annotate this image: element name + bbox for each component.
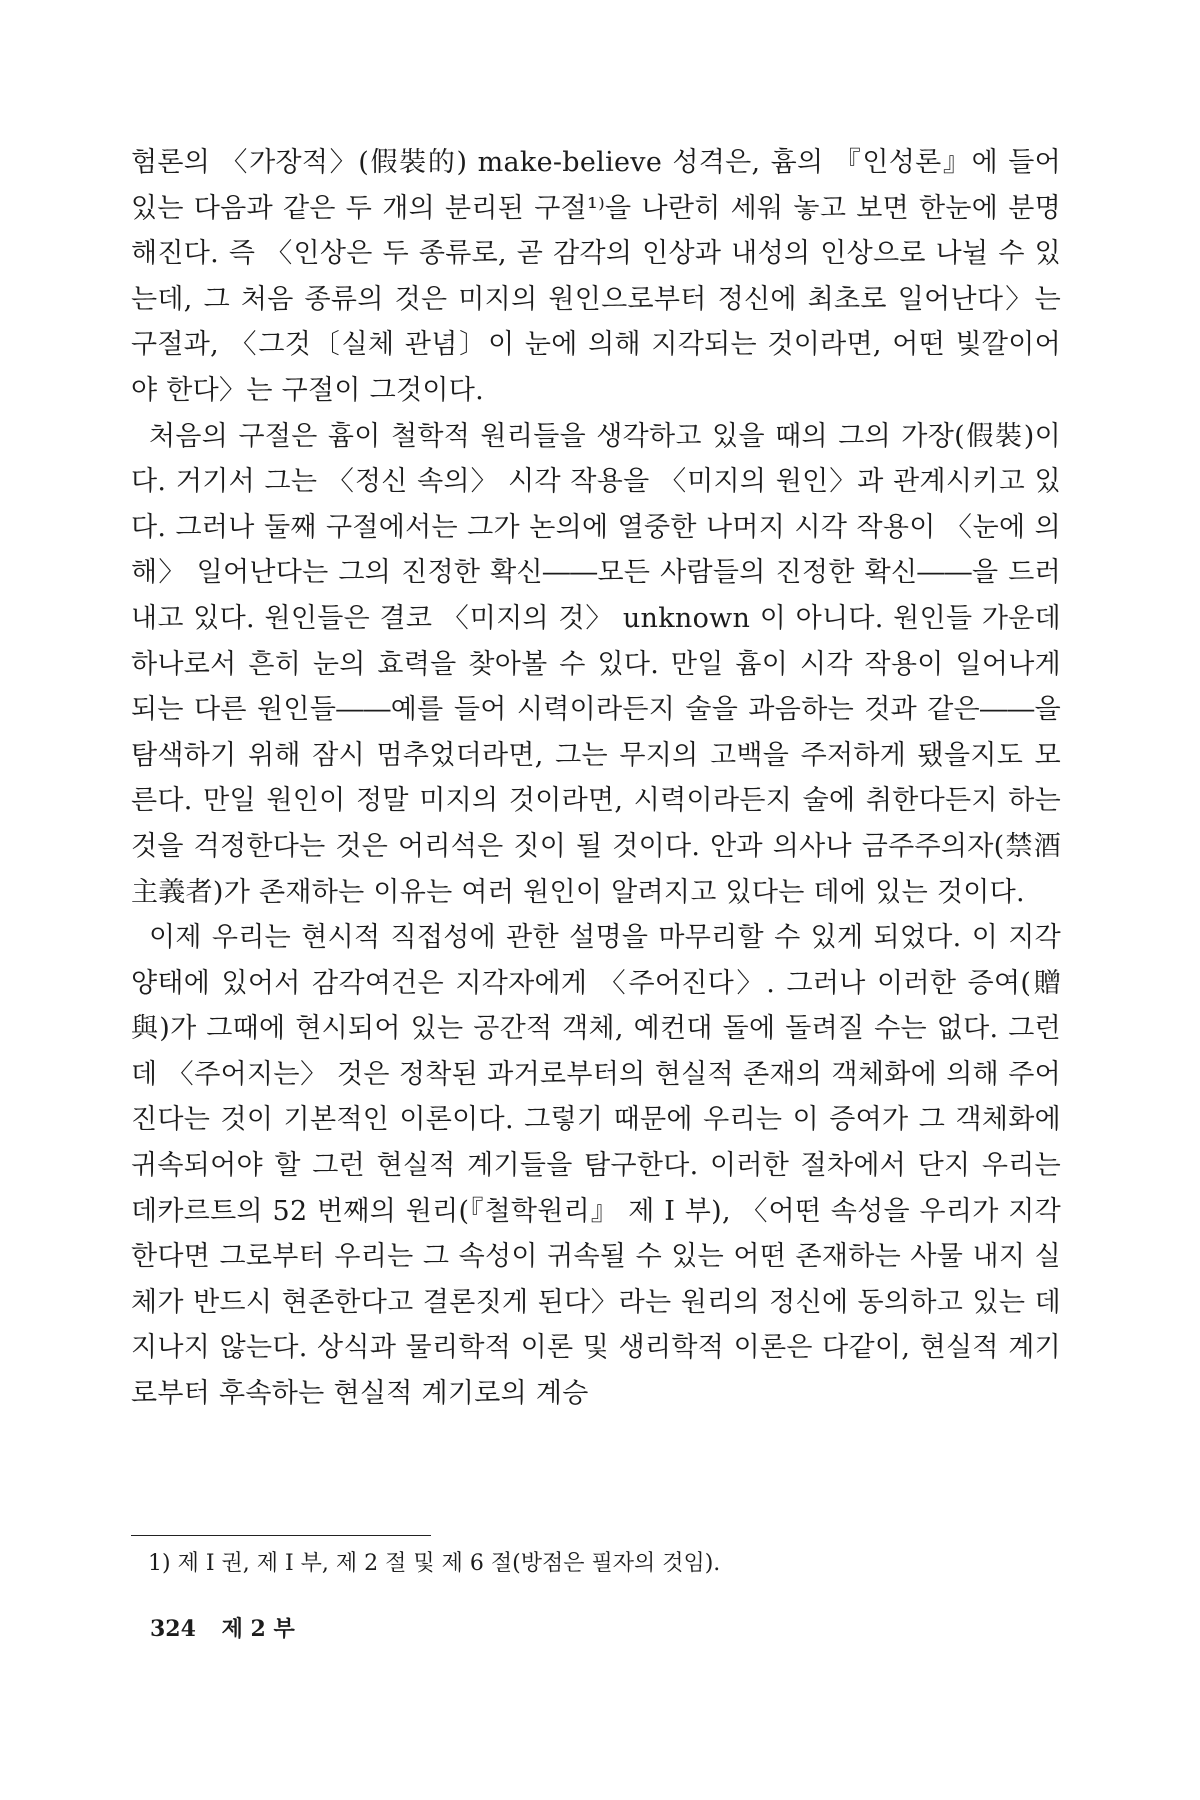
paragraph-1: 험론의 〈가장적〉(假裝的) make-believe 성격은, 흄의 『인성론』에 들어 있는 다음과 같은 두 개의 분리된 구절¹⁾을 나란히 세워 놓고 보면 한눈에 분명해진다. 즉 〈인상은 두 종류로, 곧 감각의 인상과 내성의 인상으로 나뉠 수 있는데, 그 처음 종류의 것은 미지의 원인으로부터 정신에 최초로 일어난다〉는 구절과, 〈그것〔실체 관념〕이 눈에 의해 지각되는 것이라면, 어떤 빛깔이어야 한다〉는 구절이 그것이다.: [131, 147, 1061, 406]
footnote-divider: [131, 1535, 431, 1536]
body-text: [131, 140, 1061, 1417]
paragraph-2: 처음의 구절은 흄이 철학적 원리들을 생각하고 있을 때의 그의 가장(假裝)이다. 거기서 그는 〈정신 속의〉 시각 작용을 〈미지의 원인〉과 관계시키고 있다. 그러나 둘째 구절에서는 그가 논의에 열중한 나머지 시각 작용이 〈눈에 의해〉 일어난다는 그의 진정한 확신――모든 사람들의 진정한 확신――을 드러내고 있다. 원인들은 결코 〈미지의 것〉 unknown 이 아니다. 원인들 가운데 하나로서 흔히 눈의 효력을 찾아볼 수 있다. 만일 흄이 시각 작용이 일어나게 되는 다른 원인들――예를 들어 시력이라든지 술을 과음하는 것과 같은――을 탐색하기 위해 잠시 멈추었더라면, 그는 무지의 고백을 주저하게 됐을지도 모른다. 만일 원인이 정말 미지의 것이라면, 시력이라든지 술에 취한다든지 하는 것을 걱정한다는 것은 어리석은 짓이 될 것이다. 안과 의사나 금주주의자(禁酒主義者)가 존재하는 이유는 여러 원인이 알려지고 있다는 데에 있는 것이다.: [131, 420, 1061, 908]
footnote: 1) 제 I 권, 제 I 부, 제 2 절 및 제 6 절(방점은 필자의 것임).: [148, 1551, 721, 1576]
page-number: 324: [150, 1616, 196, 1642]
page-footer: [150, 1612, 295, 1643]
part-label: 제 2 부: [221, 1616, 295, 1642]
paragraph-3: 이제 우리는 현시적 직접성에 관한 설명을 마무리할 수 있게 되었다. 이 지각 양태에 있어서 감각여건은 지각자에게 〈주어진다〉. 그러나 이러한 증여(贈與)가 그때에 현시되어 있는 공간적 객체, 예컨대 돌에 돌려질 수는 없다. 그런데 〈주어지는〉 것은 정착된 과거로부터의 현실적 존재의 객체화에 의해 주어진다는 것이 기본적인 이론이다. 그렇기 때문에 우리는 이 증여가 그 객체화에 귀속되어야 할 그런 현실적 계기들을 탐구한다. 이러한 절차에서 단지 우리는 데카르트의 52 번째의 원리(『철학원리』 제 I 부), 〈어떤 속성을 우리가 지각한다면 그로부터 우리는 그 속성이 귀속될 수 있는 어떤 존재하는 사물 내지 실체가 반드시 현존한다고 결론짓게 된다〉라는 원리의 정신에 동의하고 있는 데 지나지 않는다. 상식과 물리학적 이론 및 생리학적 이론은 다같이, 현실적 계기로부터 후속하는 현실적 계기로의 계승: [131, 922, 1061, 1410]
